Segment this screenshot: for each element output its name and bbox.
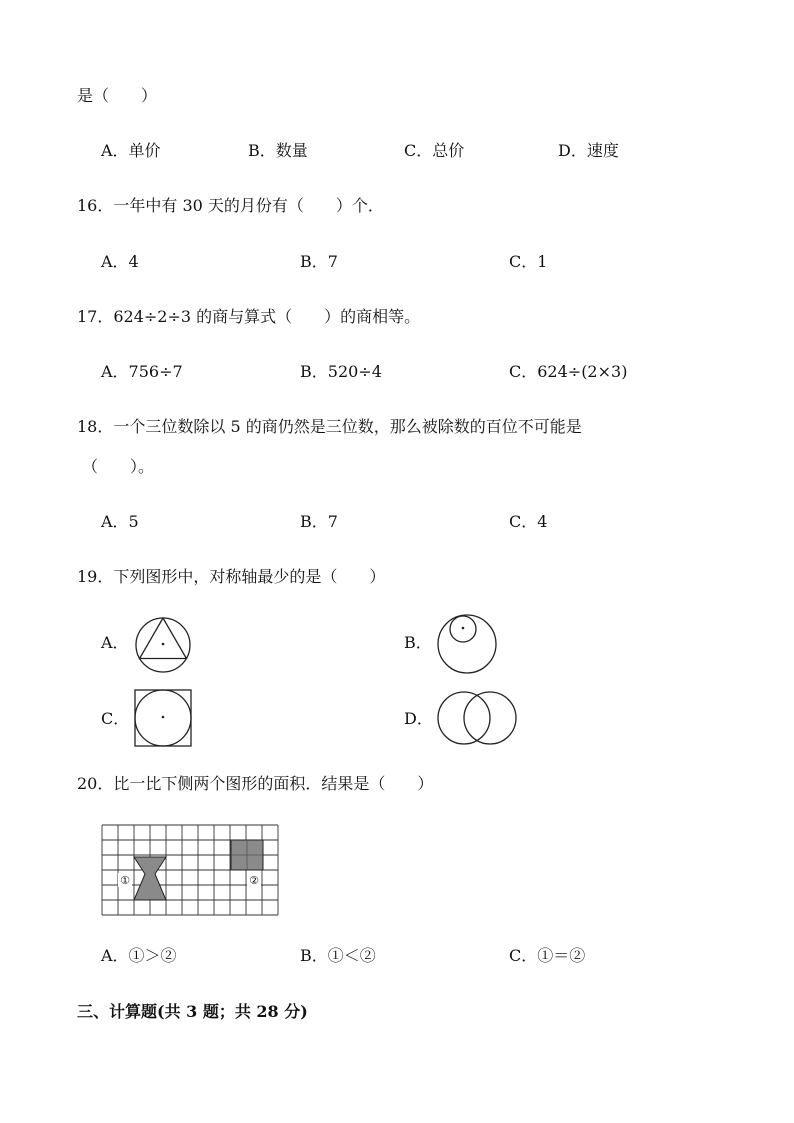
q16-option-a: A．4 xyxy=(101,252,139,271)
q17-option-c: C．624÷(2×3) xyxy=(509,362,628,381)
q18-option-b: B．7 xyxy=(300,512,338,531)
q18-stem-line2: （ ）。 xyxy=(82,457,155,476)
q18-stem-line1: 18．一个三位数除以 5 的商仍然是三位数，那么被除数的百位不可能是 xyxy=(77,417,582,436)
q19-stem: 19．下列图形中，对称轴最少的是（ ） xyxy=(77,567,386,586)
q19-option-d-label: D． xyxy=(404,709,433,728)
q20-option-b: B．①＜② xyxy=(300,946,376,965)
shape-1-bowtie xyxy=(134,857,166,900)
section-3-heading: 三、计算题(共 3 题；共 28 分) xyxy=(77,1002,308,1021)
q18-option-a: A．5 xyxy=(101,512,139,531)
q19-option-a-label: A． xyxy=(101,633,129,652)
q20-stem: 20．比一比下侧两个图形的面积．结果是（ ） xyxy=(77,774,434,793)
q15-stem-tail: 是（ ） xyxy=(77,86,158,105)
grid-label-2: ② xyxy=(249,874,259,887)
overlapping-circles-figure xyxy=(435,690,519,746)
q16-option-b: B．7 xyxy=(300,252,338,271)
q20-option-c: C．①＝② xyxy=(509,946,586,965)
q17-option-b: B．520÷4 xyxy=(300,362,382,381)
q15-option-d: D．速度 xyxy=(558,141,619,160)
circle-in-square-figure xyxy=(133,688,193,748)
q20-option-a: A．①＞② xyxy=(101,946,177,965)
q17-option-a: A．756÷7 xyxy=(101,362,183,381)
grid-label-1: ① xyxy=(120,874,130,887)
q19-option-b-label: B． xyxy=(404,633,432,652)
q15-option-b: B．数量 xyxy=(248,141,308,160)
q19-option-c-label: C． xyxy=(101,709,130,728)
q16-option-c: C．1 xyxy=(509,252,548,271)
nested-circles-figure xyxy=(435,612,499,676)
q18-option-c: C．4 xyxy=(509,512,548,531)
q15-option-c: C．总价 xyxy=(404,141,465,160)
q16-stem: 16．一年中有 30 天的月份有（ ）个． xyxy=(77,196,384,215)
circle-with-inscribed-triangle-figure xyxy=(133,615,193,675)
q15-option-a: A．单价 xyxy=(101,141,161,160)
q17-stem: 17．624÷2÷3 的商与算式（ ）的商相等。 xyxy=(77,307,421,326)
area-comparison-grid xyxy=(101,824,281,918)
